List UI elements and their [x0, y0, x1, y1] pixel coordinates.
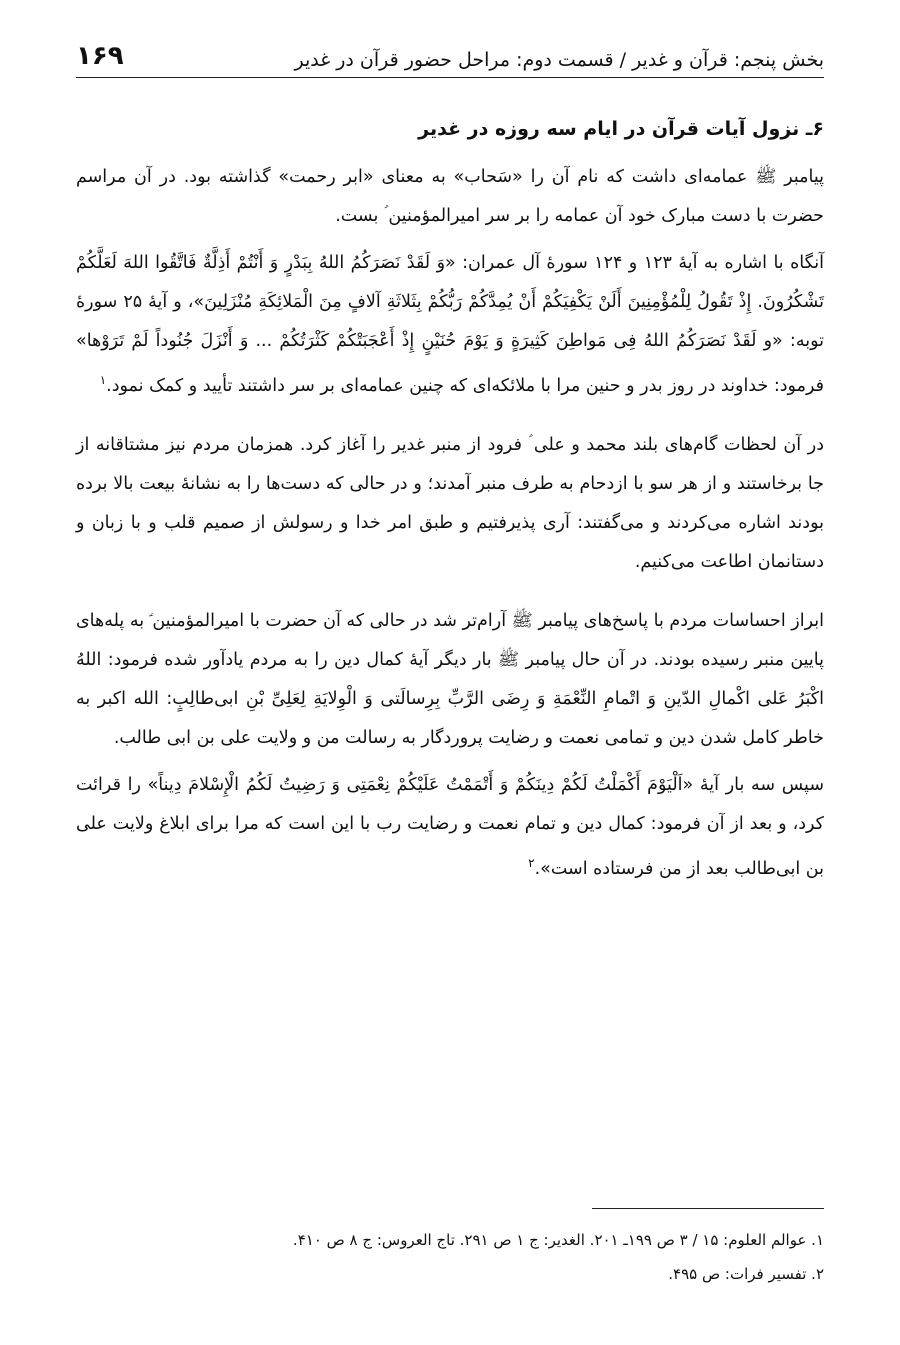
footnote-divider [592, 1208, 824, 1209]
main-content [76, 112, 824, 909]
footnote-2: ۲. تفسیر فرات: ص ۴۹۵. [668, 1265, 824, 1283]
footnote-marker-1[interactable]: ۱ [99, 373, 107, 387]
paragraph-text: آنگاه با اشاره به آیهٔ ۱۲۳ و ۱۲۴ سورهٔ آل عمران: «وَ لَقَدْ نَصَرَکُمُ اللهُ بِبَدْرٍ وَ أَنْتُمْ أَذِلَّةٌ فَاتَّقُوا اللهَ لَعَلَّکُمْ تَشْکُرُونَ. إِذْ تَقُولُ لِلْمُؤْمِنِینَ أَلَنْ یَکْفِیَکُمْ أَنْ یُمِدَّکُمْ رَبُّکُمْ بِثَلاثَةِ آلافٍ مِنَ الْمَلائِکَةِ مُنْزَلِینَ»، و آیهٔ ۲۵ سورهٔ توبه: «و لَقَدْ نَصَرَکُمُ اللهُ فِی مَواطِنَ کَثِیرَةٍ وَ یَوْمَ حُنَیْنٍ إِذْ أَعْجَبَتْکُمْ کَثْرَتُکُمْ ... وَ أَنْزَلَ جُنُوداً لَمْ تَرَوْها» فرمود: خداوند در روز بدر و حنین مرا با ملائکه‌ای که چنین عمامه‌ای بر سر داشتند تأیید و کمک نمود. [76, 253, 825, 396]
footnote-marker-2[interactable]: ۲ [528, 855, 535, 870]
paragraph-1 [76, 158, 824, 236]
paragraph-text: پیامبر ﷺ عمامه‌ای داشت که نام آن را «سَحاب» به معنای «ابر رحمت» گذاشته بود. در آن مراسم حضرت با دست مبارک خود آن عمامه را بر سر امیرالمؤمنین ؑ بست. [76, 167, 824, 226]
footnote-1: ۱. عوالم العلوم: ۱۵ / ۳ ص ۱۹۹ـ ۲۰۱. الغدیر: ج ۱ ص ۲۹۱. تاج العروس: ج ۸ ص ۴۱۰. [292, 1231, 824, 1249]
footnotes [76, 1208, 824, 1291]
paragraph-5 [76, 766, 824, 889]
paragraph-4 [76, 602, 824, 758]
paragraph-text: ابراز احساسات مردم با پاسخ‌های پیامبر ﷺ آرام‌تر شد در حالی که آن حضرت با امیرالمؤمنین ؑ به پله‌های پایین منبر رسیده بودند. در آن حال پیامبر ﷺ بار دیگر آیهٔ کمال دین را به مردم یادآور شده فرمود: اللهُ اکْبَرُ عَلی اکْمالِ الدّینِ وَ اتْمامِ النِّعْمَةِ وَ رِضَی الرَّبِّ بِرِسالَتی وَ الْوِلایَةِ لِعَلِیِّ بْنِ ابی‌طالِبٍ: الله اکبر به خاطر کامل شدن دین و تمامی نعمت و رضایت پروردگار به رسالت من و ولایت علی بن ابی طالب. [75, 610, 824, 748]
paragraph-text: در آن لحظات گام‌های بلند محمد و علی ؑ فرود از منبر غدیر را آغاز کرد. همزمان مردم نیز مشتاقانه از جا برخاستند و از هر سو با ازدحام به طرف منبر آمدند؛ و در حالی که دست‌ها را به نشانهٔ بیعت بالا برده بودند اشاره می‌کردند و می‌گفتند: آری پذیرفتیم و طبق امر خدا و رسولش از صمیم قلب و با زبان و دستانمان اطاعت می‌کنیم. [76, 434, 824, 572]
section-heading: ۶ـ نزول آیات قرآن در ایام سه روزه در غدیر [418, 118, 824, 140]
paragraph-2 [76, 244, 824, 406]
page-number: ۱۶۹ [76, 41, 124, 71]
running-title: بخش پنجم: قرآن و غدیر / قسمت دوم: مراحل حضور قرآن در غدیر [294, 49, 824, 71]
page-header [76, 32, 824, 78]
paragraph-text: سپس سه بار آیهٔ «اَلْیَوْمَ أَکْمَلْتُ لَکُمْ دِینَکُمْ وَ أَتْمَمْتُ عَلَیْکُمْ نِعْمَتِی وَ رَضِیتُ لَکُمُ الْإِسْلامَ دِیناً» را قرائت کرد، و بعد از آن فرمود: کمال دین و تمام نعمت و رضایت رب با این است که مرا برای ابلاغ ولایت علی بن ابی‌طالب بعد از من فرستاده است». [76, 774, 824, 879]
paragraph-3 [76, 426, 824, 582]
